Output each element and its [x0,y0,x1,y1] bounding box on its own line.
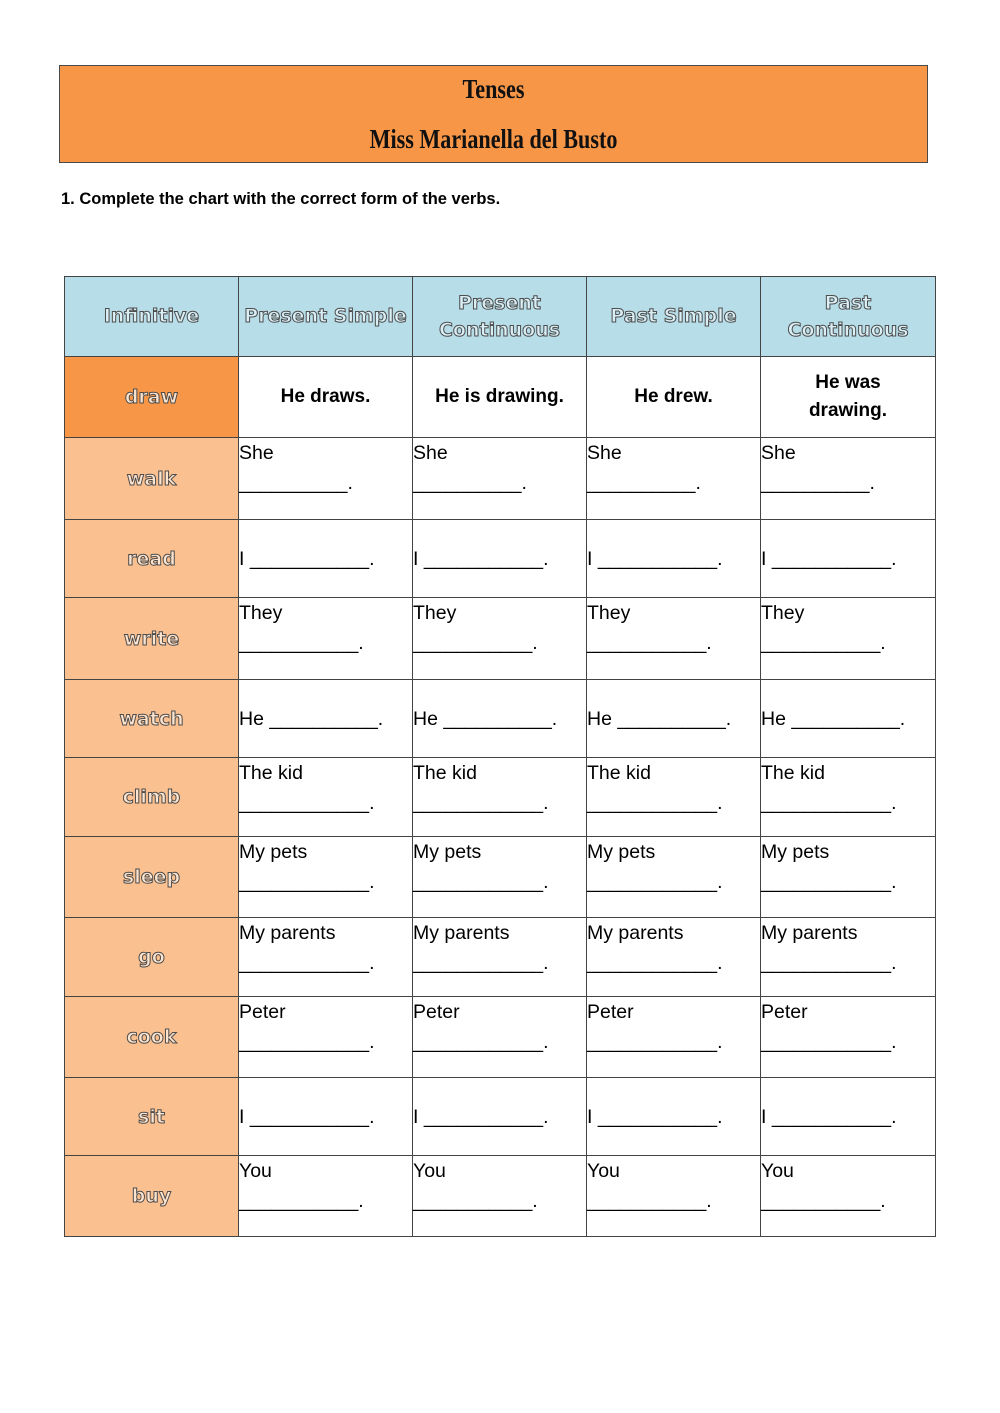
verb-cell: walk [65,438,239,520]
verb-cell: watch [65,680,239,758]
answer-cell[interactable] [587,1156,761,1237]
answer-cell[interactable] [761,997,936,1078]
answer-cell[interactable] [761,918,936,997]
sentence-start: My parents [413,922,510,944]
answer-cell[interactable] [239,598,413,680]
answer-cell[interactable] [761,598,936,680]
sentence-start: I ___________. [587,547,723,570]
sentence-start: Peter [413,1001,460,1023]
verb-cell: sit [65,1078,239,1156]
table-row [65,598,936,680]
answer-blank[interactable]: ____________. [239,792,375,814]
answer-cell[interactable] [239,918,413,997]
answer-cell[interactable] [761,1156,936,1237]
sentence-start: The kid [587,762,651,784]
verb-cell: write [65,598,239,680]
answer-blank[interactable]: ____________. [239,871,375,893]
answer-cell[interactable] [761,520,936,598]
sentence-start: I ___________. [239,547,375,570]
sentence-start: You [239,1160,272,1182]
answer-cell[interactable] [239,520,413,598]
sentence-start: The kid [413,762,477,784]
sentence-start: He __________. [761,707,906,730]
sentence-start: They [587,602,631,624]
sentence-start: My pets [413,841,482,863]
verb-cell: sleep [65,837,239,918]
answer-blank[interactable]: ___________. [587,1190,712,1212]
answer-cell[interactable] [587,1078,761,1156]
answer-cell[interactable] [413,598,587,680]
sentence-start: The kid [761,762,825,784]
answer-cell[interactable] [761,837,936,918]
column-header: Present Simple [239,277,413,357]
table-row [65,1156,936,1237]
answer-cell[interactable] [239,837,413,918]
answer-blank[interactable]: ____________. [587,792,723,814]
answer-blank[interactable]: ____________. [587,952,723,974]
answer-cell[interactable] [239,997,413,1078]
answer-cell[interactable] [239,1156,413,1237]
answer-blank[interactable]: ____________. [413,792,549,814]
answer-blank[interactable]: ____________. [761,871,897,893]
sentence-start: He __________. [413,707,558,730]
answer-blank[interactable]: ___________. [413,632,538,654]
sentence-start: They [239,602,283,624]
answer-blank[interactable]: __________. [239,472,353,494]
answer-cell[interactable] [587,758,761,837]
author-name: Miss Marianella del Busto [369,124,618,154]
answer-cell[interactable] [413,438,587,520]
column-header: Infinitive [65,277,239,357]
answer-cell[interactable] [587,918,761,997]
answer-cell[interactable] [761,680,936,758]
sentence-start: My pets [587,841,656,863]
answer-cell[interactable] [587,438,761,520]
sentence-start: Peter [761,1001,808,1023]
header-row [65,277,936,357]
answer-cell[interactable] [587,680,761,758]
sentence-start: My parents [761,922,858,944]
verb-cell: draw [65,357,239,438]
answer-cell[interactable] [413,680,587,758]
sentence-start: I ___________. [413,547,549,570]
answer-blank[interactable]: ___________. [239,632,364,654]
answer-blank[interactable]: ___________. [761,632,886,654]
answer-blank[interactable]: ___________. [587,632,712,654]
sentence-start: She [413,442,448,464]
sentence-start: My pets [761,841,830,863]
instruction-text: 1. Complete the chart with the correct form of the verbs. [61,190,501,208]
answer-blank[interactable]: ____________. [239,952,375,974]
answer-blank[interactable]: ____________. [761,792,897,814]
answer-blank[interactable]: ____________. [761,952,897,974]
answer-blank[interactable]: __________. [761,472,875,494]
sentence-start: I ___________. [239,1105,375,1128]
answer-blank[interactable]: ____________. [239,1031,375,1053]
verb-cell: buy [65,1156,239,1237]
table-row [65,918,936,997]
title-banner [59,65,928,163]
sentence-start: My pets [239,841,308,863]
sentence-start: I ___________. [587,1105,723,1128]
column-header: Past Continuous [761,277,936,357]
answer-blank[interactable]: __________. [587,472,701,494]
answer-cell[interactable] [239,1078,413,1156]
answer-cell[interactable] [413,918,587,997]
sentence-start: Peter [239,1001,286,1023]
answer-cell[interactable] [239,680,413,758]
sentence-start: He __________. [239,707,384,730]
example-cell: He is drawing. [413,357,587,438]
column-header: Present Continuous [413,277,587,357]
table-row [65,438,936,520]
tenses-chart [64,276,936,1237]
verb-cell: read [65,520,239,598]
table-row [65,997,936,1078]
sentence-start: You [413,1160,446,1182]
column-header: Past Simple [587,277,761,357]
answer-cell[interactable] [413,997,587,1078]
answer-blank[interactable]: ___________. [239,1190,364,1212]
answer-blank[interactable]: __________. [413,472,527,494]
answer-cell[interactable] [413,1078,587,1156]
answer-cell[interactable] [413,837,587,918]
answer-blank[interactable]: ____________. [413,952,549,974]
sentence-start: My parents [239,922,336,944]
sentence-start: You [587,1160,620,1182]
answer-cell[interactable] [239,758,413,837]
answer-cell[interactable] [413,758,587,837]
sentence-start: I ___________. [413,1105,549,1128]
sentence-start: She [239,442,274,464]
answer-blank[interactable]: ____________. [413,1031,549,1053]
sentence-start: She [587,442,622,464]
answer-cell[interactable] [761,1078,936,1156]
answer-cell[interactable] [761,758,936,837]
answer-blank[interactable]: ____________. [413,871,549,893]
answer-cell[interactable] [587,520,761,598]
answer-cell[interactable] [239,438,413,520]
table-row [65,1078,936,1156]
answer-blank[interactable]: ___________. [761,1190,886,1212]
answer-cell[interactable] [761,438,936,520]
verb-cell: climb [65,758,239,837]
answer-cell[interactable] [587,997,761,1078]
page-title: Tenses [462,74,525,104]
table-row [65,680,936,758]
answer-cell[interactable] [413,520,587,598]
sentence-start: They [413,602,457,624]
example-row [65,357,936,438]
verb-cell: go [65,918,239,997]
example-cell: He was drawing. [761,357,936,438]
answer-cell[interactable] [587,837,761,918]
answer-cell[interactable] [587,598,761,680]
example-cell: He draws. [239,357,413,438]
answer-blank[interactable]: ___________. [413,1190,538,1212]
sentence-start: They [761,602,805,624]
sentence-start: She [761,442,796,464]
sentence-start: My parents [587,922,684,944]
sentence-start: I ___________. [761,547,897,570]
table-row [65,837,936,918]
sentence-start: You [761,1160,794,1182]
sentence-start: He __________. [587,707,732,730]
answer-blank[interactable]: ____________. [587,1031,723,1053]
answer-cell[interactable] [413,1156,587,1237]
sentence-start: I ___________. [761,1105,897,1128]
verb-cell: cook [65,997,239,1078]
answer-blank[interactable]: ____________. [587,871,723,893]
sentence-start: Peter [587,1001,634,1023]
example-cell: He drew. [587,357,761,438]
sentence-start: The kid [239,762,303,784]
table-row [65,520,936,598]
table-row [65,758,936,837]
answer-blank[interactable]: ____________. [761,1031,897,1053]
